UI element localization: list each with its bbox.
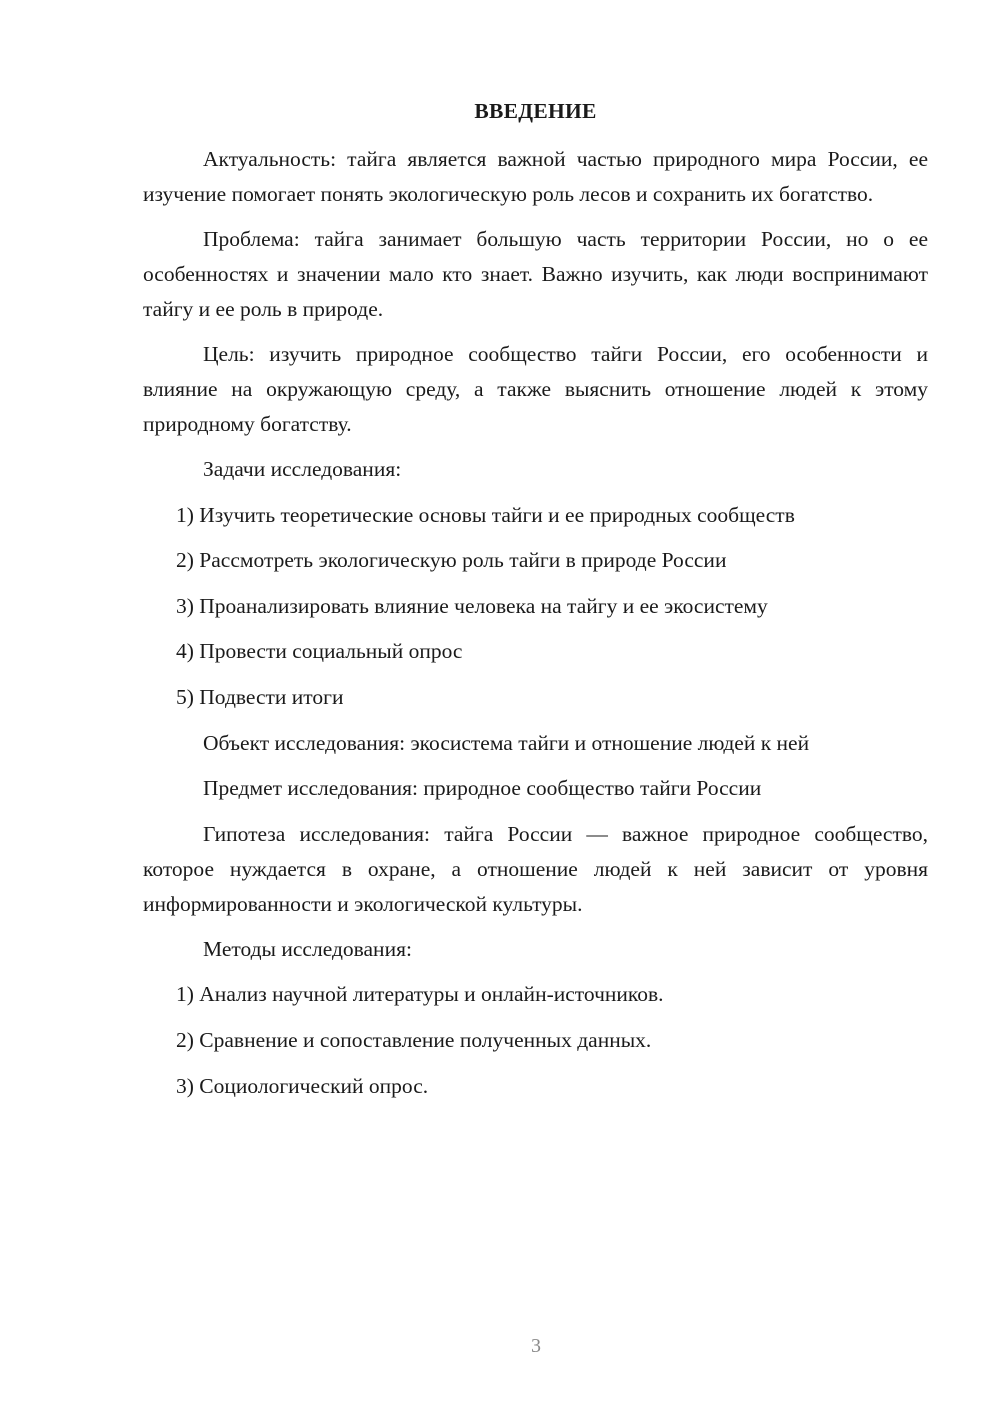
page-content <box>143 96 928 1114</box>
methods-heading: Методы исследования: <box>203 936 412 961</box>
task-item: 4) Провести социальный опрос <box>176 639 463 664</box>
subject-line: Предмет исследования: природное сообщество тайги России <box>203 776 762 801</box>
method-item: 2) Сравнение и сопоставление полученных данных. <box>176 1027 652 1052</box>
task-item: 5) Подвести итоги <box>176 684 344 709</box>
method-item: 1) Анализ научной литературы и онлайн-источников. <box>176 982 664 1007</box>
task-item: 1) Изучить теоретические основы тайги и ее природных сообществ <box>176 502 795 527</box>
task-item: 3) Проанализировать влияние человека на тайгу и ее экосистему <box>176 593 768 618</box>
goal-paragraph: Цель: изучить природное сообщество тайги России, его особенности и влияние на окружающую среду, а также выяснить отношение людей к этому природному богатству. <box>143 342 928 436</box>
tasks-heading: Задачи исследования: <box>203 457 402 481</box>
problem-paragraph: Проблема: тайга занимает большую часть территории России, но о ее особенностях и значении мало кто знает. Важно изучить, как люди воспринимают тайгу и ее роль в природе. <box>143 227 928 321</box>
task-item: 2) Рассмотреть экологическую роль тайги в природе России <box>176 548 727 573</box>
method-item: 3) Социологический опрос. <box>176 1073 429 1098</box>
object-line: Объект исследования: экосистема тайги и отношение людей к ней <box>203 730 810 755</box>
hypothesis-paragraph: Гипотеза исследования: тайга России — важное природное сообщество, которое нуждается в охране, а отношение людей к ней зависит от уровня информированности и экологической культуры. <box>143 821 928 916</box>
section-title: ВВЕДЕНИЕ <box>474 99 597 123</box>
page-number: 3 <box>531 1335 541 1357</box>
relevance-paragraph: Актуальность: тайга является важной частью природного мира России, ее изучение помогает понять экологическую роль лесов и сохранить их богатство. <box>143 147 928 206</box>
